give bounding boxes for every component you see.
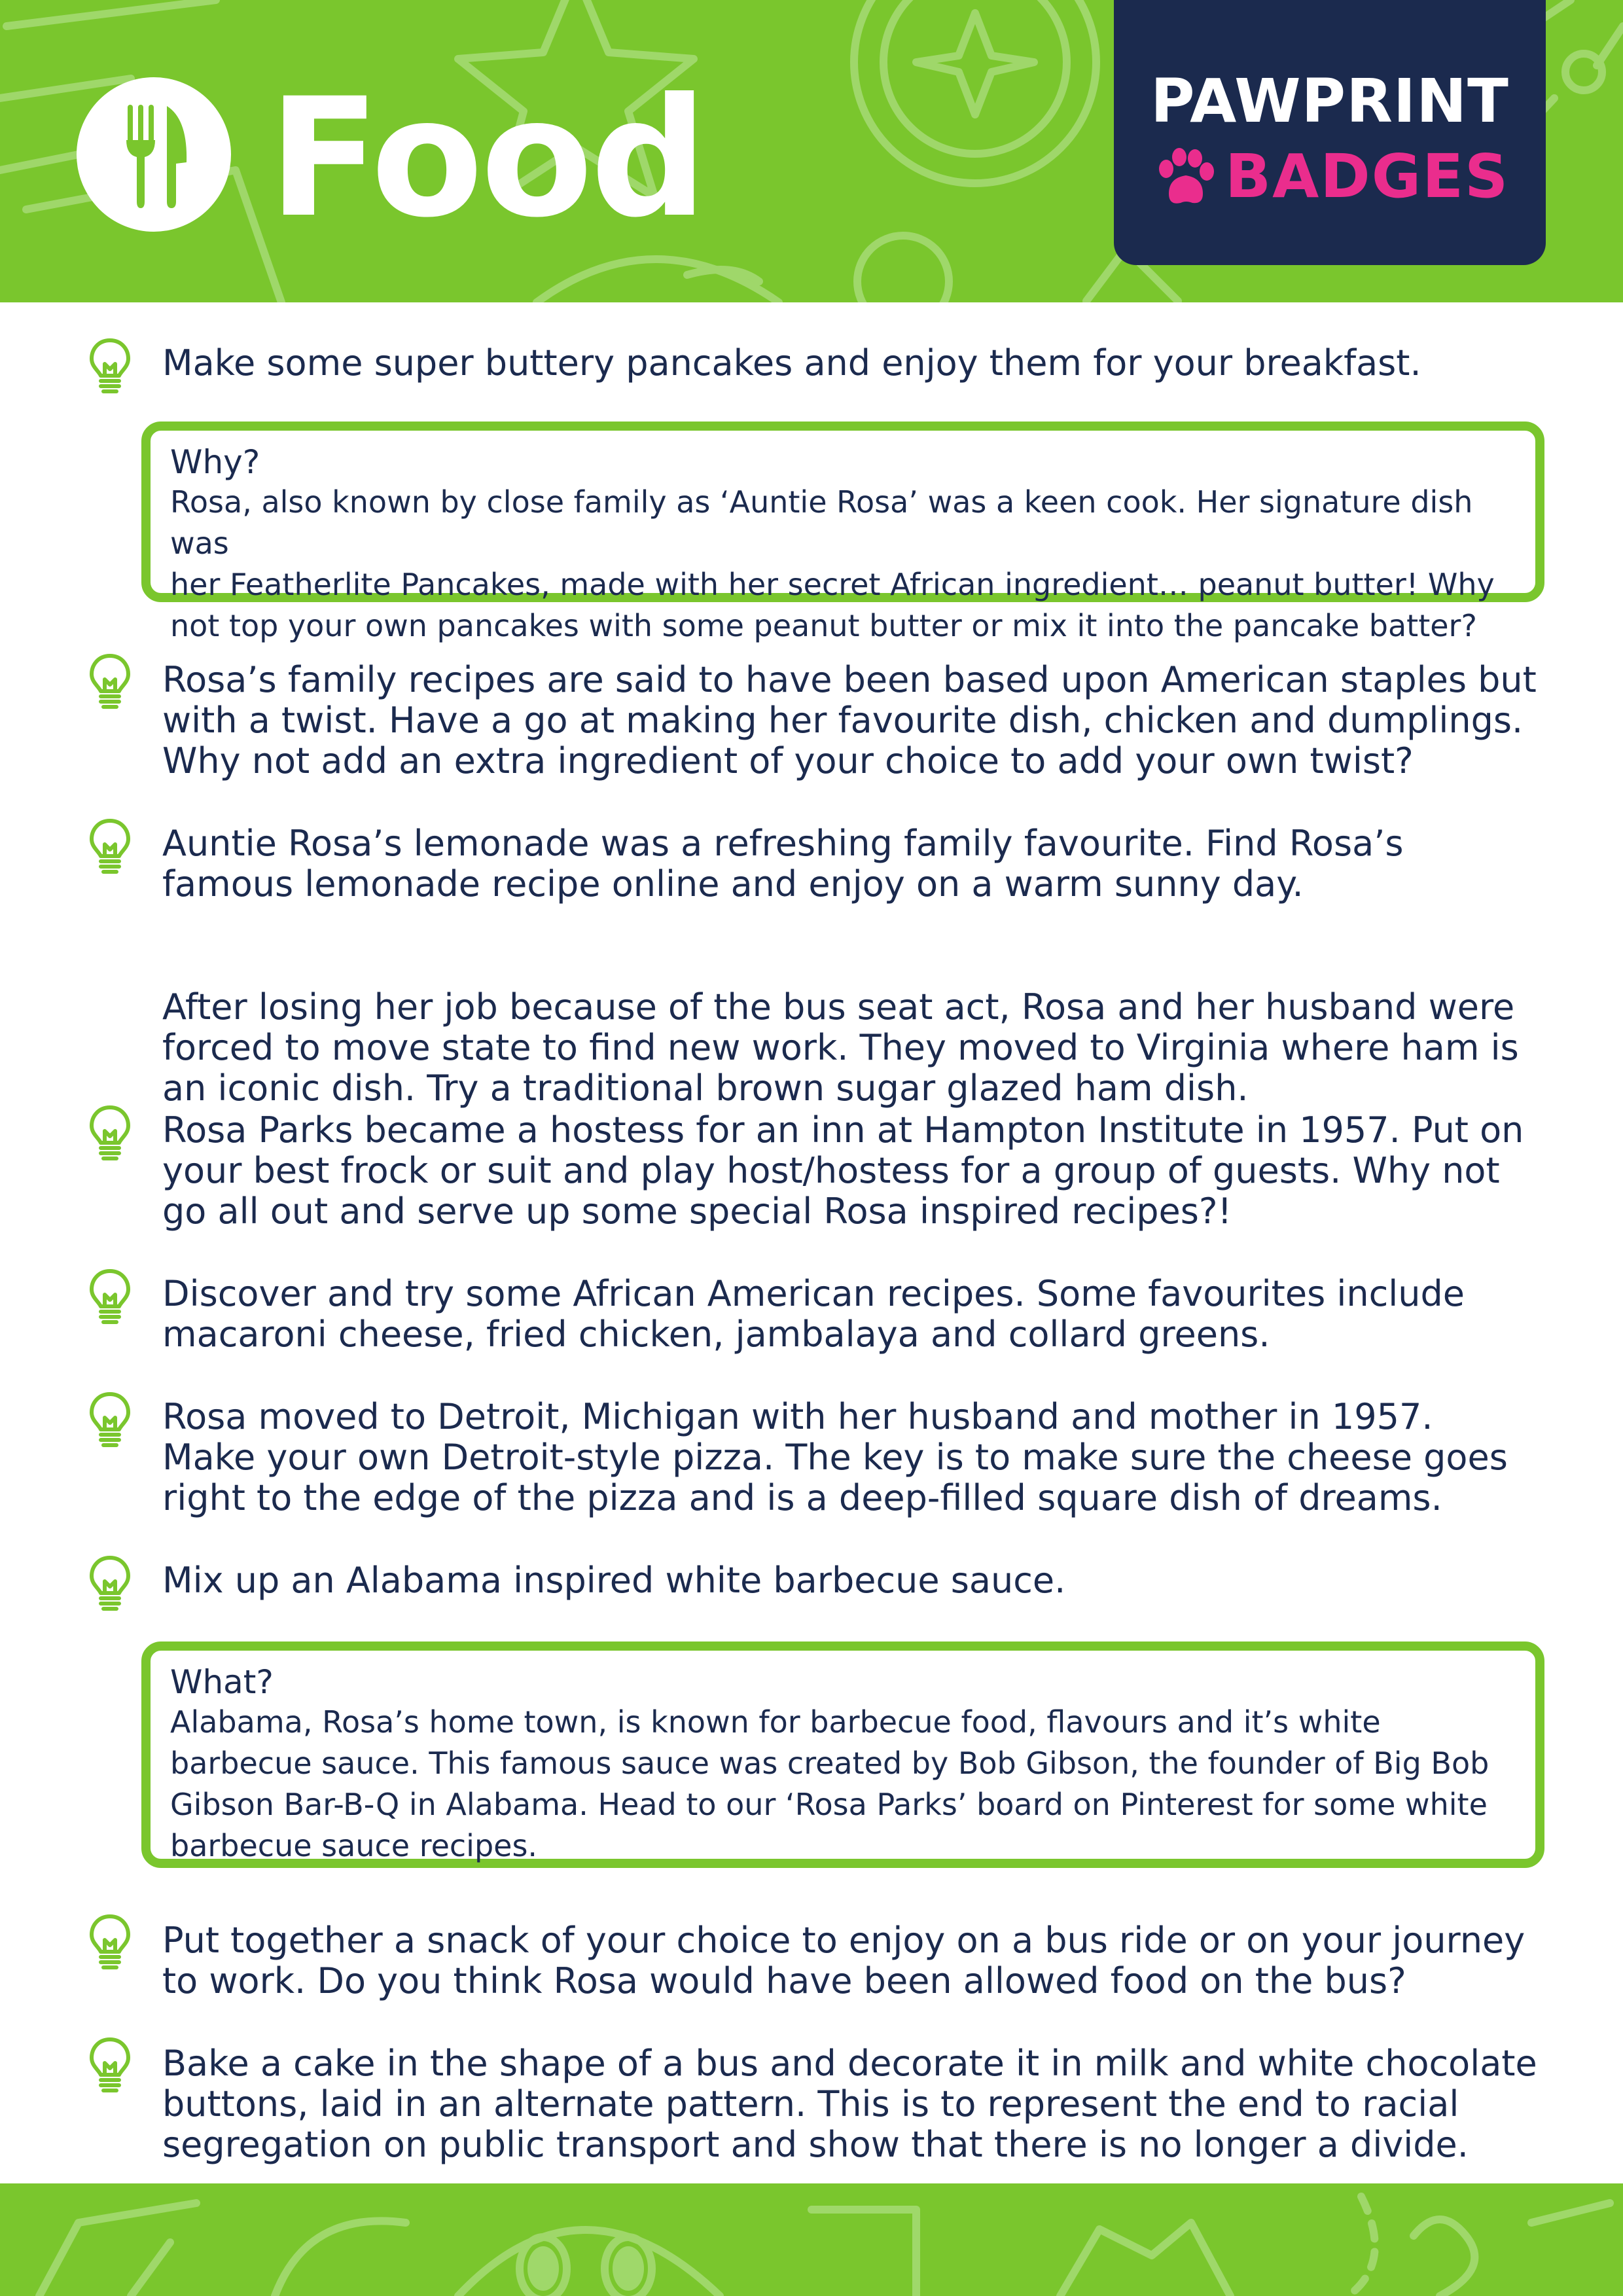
brand-name-bottom-row — [1152, 137, 1518, 216]
lightbulb-icon — [89, 338, 131, 397]
callout-body-line: barbecue sauce. This famous sauce was created by Bob Gibson, the founder of Big Bob — [170, 1746, 1489, 1781]
lightbulb-icon — [89, 1914, 131, 1973]
activity-text-line: forced to move state to find new work. They moved to Virginia where ham is — [162, 1027, 1519, 1068]
header-banner — [0, 0, 1623, 302]
activity-text — [162, 660, 1543, 781]
callout-body-line: Gibson Bar-B-Q in Alabama. Head to our ‘Rosa Parks’ board on Pinterest for some white — [170, 1787, 1488, 1822]
activity-text-line: Rosa Parks became a hostess for an inn at Hampton Institute in 1957. Put on — [162, 1109, 1524, 1151]
activity-text — [162, 987, 1543, 1109]
activity-text-line: Mix up an Alabama inspired white barbecue sauce. — [162, 1560, 1066, 1601]
activity-text-line: After losing her job because of the bus seat act, Rosa and her husband were — [162, 986, 1515, 1028]
activity-text — [162, 1274, 1543, 1355]
activity-text — [162, 823, 1543, 905]
activity-text-line: go all out and serve up some special Rosa inspired recipes?! — [162, 1191, 1232, 1232]
lightbulb-icon — [89, 818, 131, 877]
activity-text-line: Discover and try some African American recipes. Some favourites include — [162, 1273, 1465, 1314]
paw-icon — [1152, 144, 1217, 209]
callout-body-line: not top your own pancakes with some peanut butter or mix it into the pancake batter? — [170, 608, 1477, 643]
activity-text-line: Put together a snack of your choice to enjoy on a bus ride or on your journey — [162, 1920, 1525, 1961]
callout-body-line: Alabama, Rosa’s home town, is known for barbecue food, flavours and it’s white — [170, 1704, 1381, 1740]
activity-text — [162, 1397, 1543, 1518]
callout-heading: Why? — [170, 443, 260, 481]
activity-text — [162, 1110, 1543, 1232]
callout-body-line: Rosa, also known by close family as ‘Auntie Rosa’ was a keen cook. Her signature dish was — [170, 484, 1473, 561]
activity-text-line: Rosa moved to Detroit, Michigan with her husband and mother in 1957. — [162, 1396, 1433, 1437]
lightbulb-icon — [89, 1555, 131, 1614]
callout-body-line: barbecue sauce recipes. — [170, 1828, 538, 1863]
brand-name-badges: BADGES — [1225, 141, 1510, 211]
activity-text — [162, 1920, 1543, 2001]
activity-text-line: macaroni cheese, fried chicken, jambalaya and collard greens. — [162, 1314, 1270, 1355]
activity-text-line: Bake a cake in the shape of a bus and decorate it in milk and white chocolate — [162, 2043, 1537, 2084]
footer-doodle-pattern — [0, 2183, 1623, 2296]
activity-text — [162, 2043, 1543, 2165]
callout-body-line: her Featherlite Pancakes, made with her secret African ingredient… peanut butter! Why — [170, 567, 1495, 602]
activity-text-line: Rosa’s family recipes are said to have been based upon American staples but — [162, 659, 1537, 700]
callout-heading: What? — [170, 1663, 274, 1701]
activity-text-line: Make your own Detroit-style pizza. The key is to make sure the cheese goes — [162, 1437, 1508, 1478]
activity-text-line: your best frock or suit and play host/hostess for a group of guests. Why not — [162, 1150, 1500, 1191]
activity-text-line: Auntie Rosa’s lemonade was a refreshing family favourite. Find Rosa’s — [162, 823, 1404, 864]
fork-knife-icon — [77, 77, 231, 232]
activity-text-line: buttons, laid in an alternate pattern. This is to represent the end to racial — [162, 2083, 1459, 2125]
lightbulb-icon — [89, 1268, 131, 1327]
activity-text-line: famous lemonade recipe online and enjoy on a warm sunny day. — [162, 863, 1304, 905]
activity-text-line: to work. Do you think Rosa would have been allowed food on the bus? — [162, 1960, 1406, 2001]
lightbulb-icon — [89, 1391, 131, 1450]
activity-text — [162, 343, 1543, 384]
brand-logo — [1114, 0, 1546, 265]
lightbulb-icon — [89, 653, 131, 712]
activity-text — [162, 1560, 1543, 1601]
activity-text-line: an iconic dish. Try a traditional brown sugar glazed ham dish. — [162, 1067, 1249, 1109]
lightbulb-icon — [89, 1105, 131, 1164]
activity-text-line: Make some super buttery pancakes and enjoy them for your breakfast. — [162, 342, 1421, 384]
activity-text-line: segregation on public transport and show that there is no longer a divide. — [162, 2124, 1469, 2165]
lightbulb-icon — [89, 2037, 131, 2096]
activity-text-line: with a twist. Have a go at making her favourite dish, chicken and dumplings. — [162, 700, 1524, 741]
activity-text-line: Why not add an extra ingredient of your choice to add your own twist? — [162, 740, 1414, 781]
callout-body — [170, 1702, 1538, 1867]
info-callout — [141, 1641, 1544, 1868]
brand-name-top: PAWPRINT — [1150, 66, 1509, 136]
activity-text-line: right to the edge of the pizza and is a deep-filled square dish of dreams. — [162, 1477, 1442, 1518]
page-title: Food — [268, 63, 705, 253]
callout-body — [170, 482, 1538, 647]
footer-banner — [0, 2183, 1623, 2296]
info-callout — [141, 422, 1544, 643]
